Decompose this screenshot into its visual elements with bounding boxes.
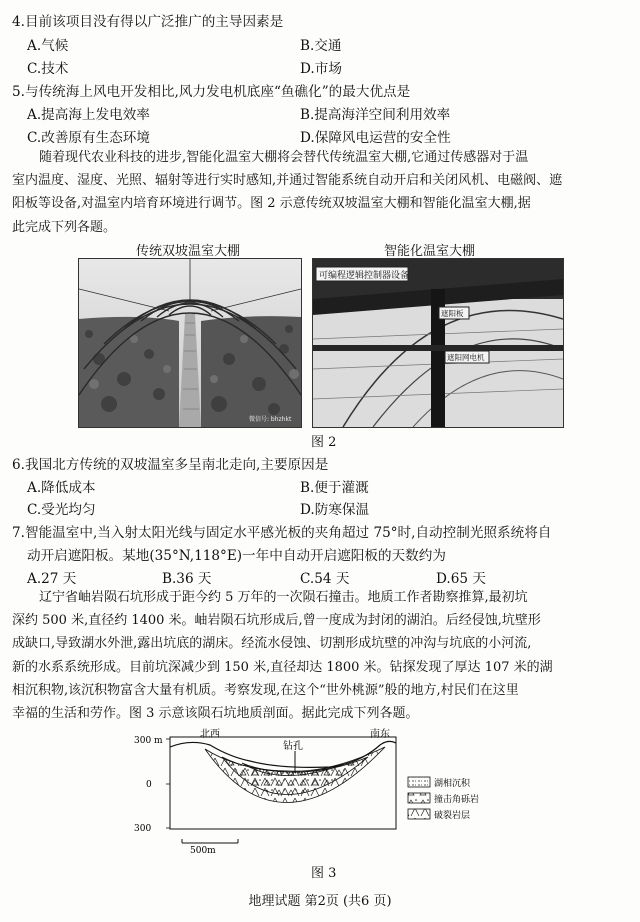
q5-option-d: D.保障风电运营的安全性 — [300, 130, 451, 146]
watermark-text: 微信号: bhzhkt — [249, 416, 292, 423]
fig2-right-title: 智能化温室大棚 — [384, 244, 476, 259]
legend-lake-sediment: 湖相沉积 — [434, 779, 471, 789]
traditional-greenhouse-photo — [78, 258, 302, 428]
smart-greenhouse-photo — [312, 258, 564, 428]
q5-option-c: C.改善原有生态环境 — [27, 130, 150, 146]
page-footer: 地理试题 第2页 (共6 页) — [248, 894, 392, 909]
fig3-y-top: 300 — [134, 736, 152, 746]
legend-swatch-lake — [408, 777, 430, 787]
fig3-y-zero: 0 — [146, 780, 152, 790]
q5-option-a: A.提高海上发电效率 — [27, 107, 150, 123]
fig2-left-title: 传统双坡温室大棚 — [136, 244, 241, 259]
crater-cross-section — [130, 727, 500, 857]
q6-stem: 6.我国北方传统的双坡温室多呈南北走向,主要原因是 — [12, 457, 329, 473]
passage-line: 随着现代农业科技的进步,智能化温室大棚将会替代传统温室大棚,它通过传感器对于温 — [39, 150, 529, 165]
q4-option-b: B.交通 — [300, 38, 342, 54]
passage-line: 此完成下列各题。 — [12, 219, 117, 235]
passage-crater — [12, 586, 630, 725]
fig3-label-northwest: 北西 — [200, 729, 220, 740]
q7-option-b: B.36 天 — [162, 571, 212, 587]
legend-swatch-breccia — [408, 793, 430, 803]
fig3-label-southeast: 南东 — [370, 729, 390, 740]
q6-option-a: A.降低成本 — [27, 480, 96, 496]
fig3-y-bottom: 300 — [134, 824, 152, 834]
fig2-caption: 图 2 — [311, 435, 337, 450]
fig3-label-borehole: 钻孔 — [283, 741, 303, 752]
legend-breccia: 撞击角砾岩 — [434, 795, 480, 805]
q5-stem: 5.与传统海上风电开发相比,风力发电机底座“鱼礁化”的最大优点是 — [12, 84, 411, 100]
q6-option-b: B.便于灌溉 — [300, 480, 369, 496]
q6-option-d: D.防寒保温 — [300, 502, 370, 518]
fig3-caption: 图 3 — [311, 866, 337, 881]
q5-option-b: B.提高海洋空间利用效率 — [300, 107, 451, 123]
legend-swatch-fracture — [408, 809, 430, 819]
fig3-y-unit: m — [154, 736, 163, 746]
fig3-scale: 500m — [190, 846, 216, 856]
passage-line: 深约 500 米,直径约 1400 米。岫岩陨石坑形成后,曾一度成为封闭的湖泊。后经侵蚀,坑壁形 — [12, 613, 541, 629]
passage-line: 成缺口,导致湖水外泄,露出坑底的湖床。经流水侵蚀、切割形成坑壁的冲沟与坑底的小河流, — [12, 636, 532, 652]
q4-option-a: A.气候 — [27, 38, 69, 54]
q7-stem-line-2: 动开启遮阳板。某地(35°N,118°E)一年中自动开启遮阳板的天数约为 — [27, 548, 446, 564]
q6-option-c: C.受光均匀 — [27, 502, 96, 518]
q7-option-c: C.54 天 — [300, 571, 350, 587]
q7-option-a: A.27 天 — [27, 571, 77, 587]
q4-option-d: D.市场 — [300, 61, 342, 77]
passage-line: 幸福的生活和劳作。图 3 示意该陨石坑地质剖面。据此完成下列各题。 — [12, 706, 419, 722]
q7-option-d: D.65 天 — [436, 571, 486, 587]
passage-greenhouse — [12, 146, 630, 239]
passage-line: 新的水系系统形成。目前坑深减少到 150 米,直径却达 1800 米。钻探发现了厚达 107 米的湖 — [12, 659, 553, 675]
q7-stem-line-1: 7.智能温室中,当入射太阳光线与固定水平感光板的夹角超过 75°时,自动控制光照系统将自 — [12, 525, 552, 541]
passage-line: 室内温度、湿度、光照、辐射等进行实时感知,并通过智能系统自动开启和关闭风机、电磁阀、遮 — [12, 173, 563, 189]
passage-line: 阳板等设备,对温室内培育环境进行调节。图 2 示意传统双坡温室大棚和智能化温室大棚,据 — [12, 196, 531, 212]
smart-label-sunshade: 遮阳板 — [441, 309, 464, 318]
legend-fractured-rock: 破裂岩层 — [434, 811, 471, 821]
q4-stem: 4.目前该项目没有得以广泛推广的主导因素是 — [12, 14, 284, 30]
smart-label-plc: 可编程逻辑控制器设备 — [319, 271, 410, 281]
smart-label-motor: 遮阳网电机 — [447, 353, 485, 362]
passage-line: 相沉积物,该沉积物富含大量有机质。考察发现,在这个“世外桃源”般的地方,村民们在这里 — [12, 682, 519, 698]
passage-line: 辽宁省岫岩陨石坑形成于距今约 5 万年的一次陨石撞击。地质工作者勘察推算,最初坑 — [39, 590, 528, 605]
q4-option-c: C.技术 — [27, 61, 69, 77]
